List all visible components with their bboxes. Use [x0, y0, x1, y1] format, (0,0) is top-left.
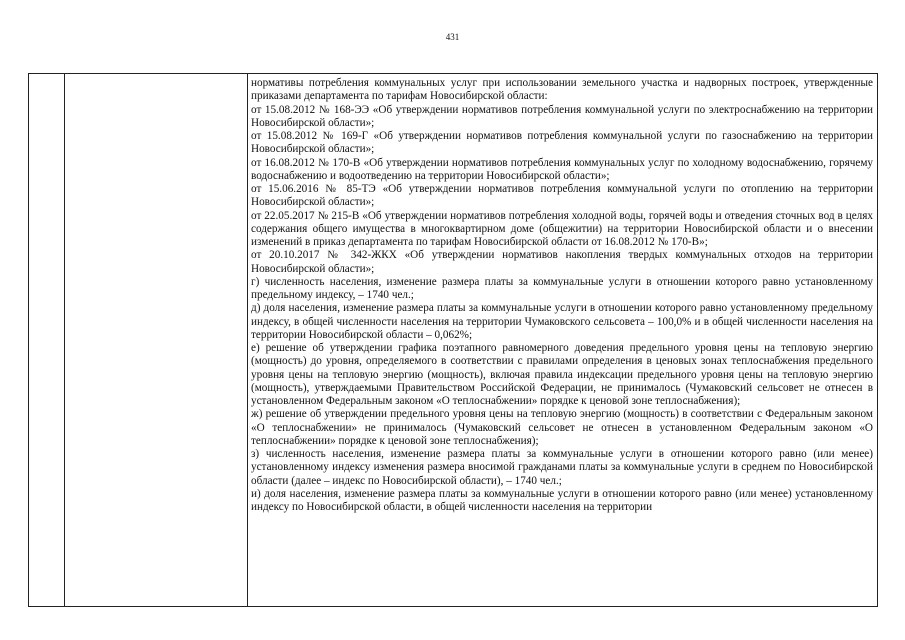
paragraph-item-g: г) численность населения, изменение размера платы за коммунальные услуги в отношении которого равно установленному предельному индексу, – 1740 чел.; [251, 275, 873, 301]
paragraph-order-85-te: от 15.06.2016 № 85-ТЭ «Об утверждении нормативов потребления коммунальной услуги по отоплению на территории Новосибирской области»; [251, 183, 873, 209]
paragraph-item-z: з) численность населения, изменение размера платы за коммунальные услуги в отношении которого равно (или менее) установленному индексу изменения размера вносимой гражданами платы за коммунальные услуги в среднем по Новосибирской области (далее – индекс по Новосибирской области), – 1740 чел.; [251, 448, 873, 487]
paragraph-intro: нормативы потребления коммунальных услуг при использовании земельного участка и надворных построек, утвержденные приказами департамента по тарифам Новосибирской области: [251, 77, 873, 103]
table-text-cell [251, 77, 873, 514]
table-column-divider-2 [247, 74, 248, 606]
paragraph-item-d: д) доля населения, изменение размера платы за коммунальные услуги в отношении которого равно установленному предельному индексу, в общей численности населения на территории Чумаковского сельсовета – 100,0% и в общей численности населения на территории Новосибирской области – 0,062%; [251, 302, 873, 341]
table-column-divider-1 [64, 74, 65, 606]
page-number: 431 [445, 32, 460, 42]
paragraph-item-e: е) решение об утверждении графика поэтапного равномерного доведения предельного уровня цены на тепловую энергию (мощность) до уровня, определяемого в соответствии с правилами определения в ценовых зонах теплоснабжения предельного уровня цены на тепловую энергию (мощность), включая правила индексации предельного уровня цены на тепловую энергию (мощность), утверждаемыми Правительством Российской Федерации, не принималось (Чумаковский сельсовет не отнесен в установленном Федеральным законом «О теплоснабжении» порядке к ценовой зоне теплоснабжения); [251, 342, 873, 407]
paragraph-item-i: и) доля населения, изменение размера платы за коммунальные услуги в отношении которого равно (или менее) установленному индексу по Новосибирской области, в общей численности населения на территории [251, 487, 873, 513]
paragraph-item-zh: ж) решение об утверждении предельного уровня цены на тепловую энергию (мощность) в соответствии с Федеральным законом «О теплоснабжении» не принималось (Чумаковский сельсовет не отнесен в установленном Федеральным законом «О теплоснабжении» порядке к ценовой зоне теплоснабжения); [251, 408, 873, 447]
paragraph-order-215-v: от 22.05.2017 № 215-В «Об утверждении нормативов потребления холодной воды, горячей воды и отведения сточных вод в целях содержания общего имущества в многоквартирном доме (общежитии) на территории Новосибирской области и о внесении изменений в приказ департамента по тарифам Новосибирской области от 16.08.2012 № 170-В»; [251, 209, 873, 248]
paragraph-order-342-zhkh: от 20.10.2017 № 342-ЖКХ «Об утверждении нормативов накопления твердых коммунальных отходов на территории Новосибирской области»; [251, 249, 873, 275]
document-table [28, 73, 878, 607]
paragraph-order-169-g: от 15.08.2012 № 169-Г «Об утверждении нормативов потребления коммунальной услуги по газоснабжению на территории Новосибирской области»; [251, 130, 873, 156]
paragraph-order-170-v: от 16.08.2012 № 170-В «Об утверждении нормативов потребления коммунальных услуг по холодному водоснабжению, горячему водоснабжению и водоотведению на территории Новосибирской области»; [251, 156, 873, 182]
paragraph-order-168-ee: от 15.08.2012 № 168-ЭЭ «Об утверждении нормативов потребления коммунальной услуги по электроснабжению на территории Новосибирской области»; [251, 103, 873, 129]
